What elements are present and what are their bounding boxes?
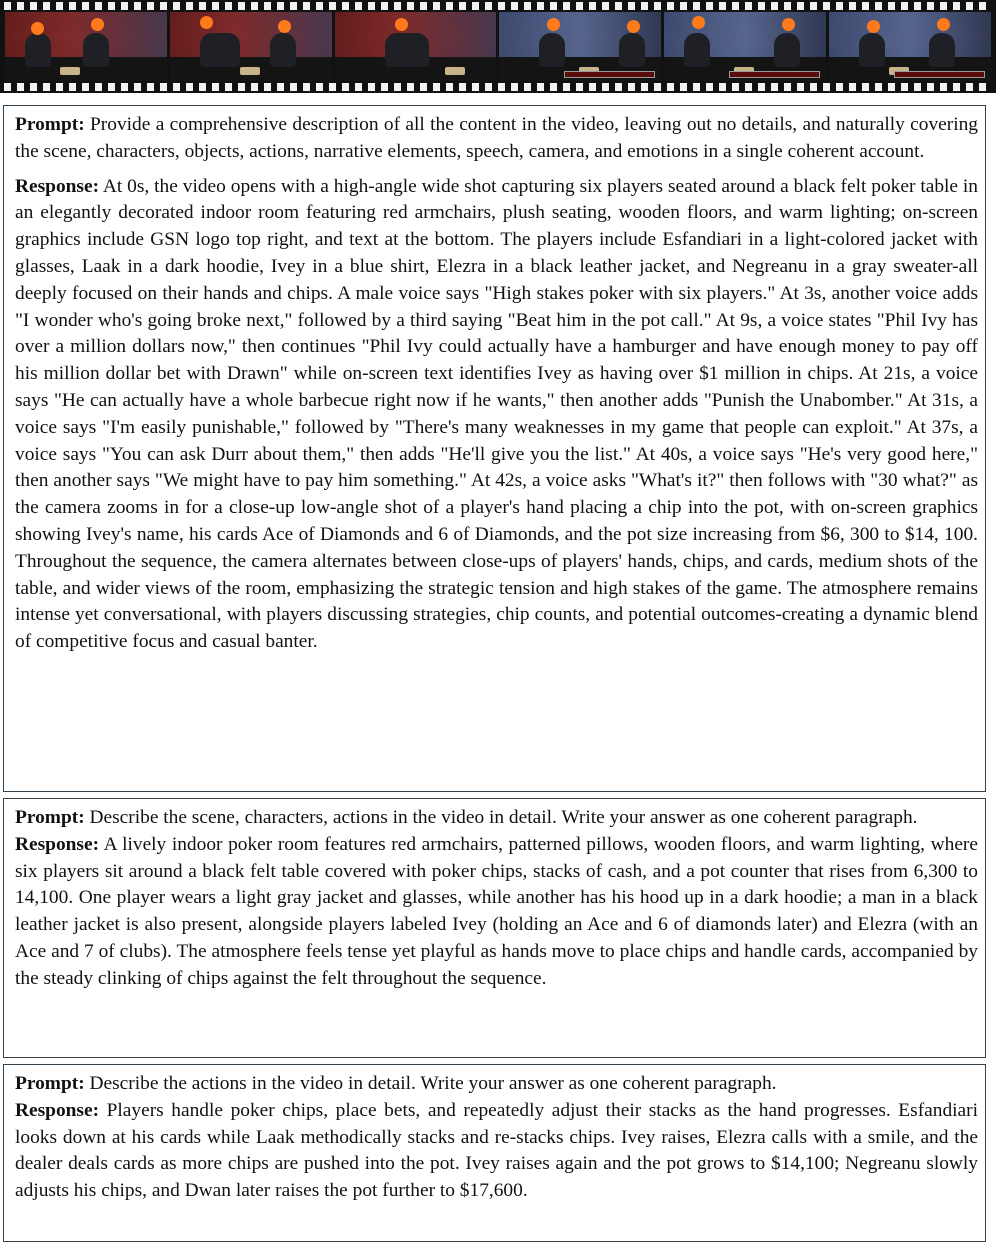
response-text: Players handle poker chips, place bets, and repeatedly adjust their stacks as the hand progresses. Esfandiari looks down at his cards while Laak methodically stacks and re-stacks chips. Ivey raises, Elezra calls with a smile, and the dealer deals cards as more chips are pushed into the pot. Ivey raises again and the pot grows to $14,100; Negreanu slowly adjusts his chips, and Dwan later raises the pot further to $17,600.: [15, 1099, 978, 1202]
filmstrip-perforation-bottom: [4, 83, 992, 91]
response-label: Response:: [15, 1099, 100, 1121]
prompt-text: Describe the scene, characters, actions in the video in detail. Write your answer as one coherent paragraph.: [89, 807, 918, 828]
response-paragraph: [15, 832, 978, 993]
video-filmstrip: [0, 0, 996, 93]
filmstrip-frames: [5, 12, 991, 81]
prompt-label: Prompt:: [15, 1073, 85, 1094]
prompt-paragraph: [15, 112, 978, 166]
video-frame: [499, 12, 661, 81]
prompt-text: Describe the actions in the video in detail. Write your answer as one coherent paragraph.: [89, 1073, 777, 1094]
prompt-text: Provide a comprehensive description of all the content in the video, leaving out no details, and naturally covering the scene, characters, objects, actions, narrative elements, speech, camera, and emotions in a single coherent account.: [15, 114, 978, 162]
video-frame: [170, 12, 332, 81]
video-frame: [5, 12, 167, 81]
prompt-response-block: [3, 798, 986, 1058]
prompt-response-block: [3, 1064, 986, 1242]
video-frame: [335, 12, 497, 81]
video-frame: [664, 12, 826, 81]
prompt-paragraph: [15, 1071, 978, 1098]
response-text: A lively indoor poker room features red armchairs, patterned pillows, wooden floors, and warm lighting, where six players sit around a black felt table covered with poker chips, stacks of cash, and a pot counter that rises from 6,300 to 14,100. One player wears a light gray jacket and glasses, while another has his hood up in a dark hoodie; a man in a black leather jacket is also present, alongside players labeled Ivey (holding an Ace and 6 of diamonds later) and Elezra (with an Ace and 7 of clubs). The atmosphere feels tense yet playful as hands move to place chips and handle cards, accompanied by the steady clinking of chips against the felt throughout the sequence.: [15, 833, 978, 989]
response-label: Response:: [15, 833, 100, 855]
response-text: At 0s, the video opens with a high-angle wide shot capturing six players seated around a black felt poker table in an elegantly decorated indoor room featuring red armchairs, plush seating, wooden floors, and warm lighting; on-screen graphics include GSN logo top right, and text at the bottom. The players include Esfandiari in a light-colored jacket with glasses, Laak in a dark hoodie, Ivey in a blue shirt, Elezra in a black leather jacket, and Negreanu in a gray sweater-all deeply focused on their hands and chips. A male voice says "High stakes poker with six players." At 3s, another voice adds "I wonder who's going broke next," followed by a third saying "Beat him in the pot call." At 9s, a voice states "Phil Ivy has over a million dollars now," then continues "Phil Ivy could actually have a hamburger and have enough money to pay off his million dollar bet with Drawn" while on-screen text identifies Ivey as having over $1 million in chips. At 21s, a voice says "He can actually have a whole barbecue right now if he wants," then another adds "Punish the Unabomber." At 31s, a voice says "I'm easily punishable," followed by "There's many weaknesses in my game that people can exploit." At 37s, a voice says "You can ask Durr about them," then adds "He'll give you the list." At 40s, a voice says "He's very good here," then another says "We might have to pay him something." At 42s, a voice asks "What's it?" then follows with "30 what?" as the camera zooms in for a close-up low-angle shot of a player's hand placing a chip into the pot, with on-screen graphics showing Ivey's name, his cards Ace of Diamonds and 6 of Diamonds, and the pot size increasing from $6, 300 to $14, 100. Throughout the sequence, the camera alternates between close-ups of players' hands, chips, and cards, medium shots of the table, and wider views of the room, emphasizing the strategic tension and high stakes of the game. The atmosphere remains intense yet conversational, with players discussing strategies, chip counts, and potential outcomes-creating a dynamic blend of competitive focus and casual banter.: [15, 175, 979, 653]
response-paragraph: [15, 1098, 978, 1205]
filmstrip-perforation-top: [4, 2, 992, 10]
prompt-response-block: [3, 105, 986, 792]
prompt-paragraph: [15, 805, 978, 832]
prompt-label: Prompt:: [15, 114, 85, 135]
prompt-label: Prompt:: [15, 807, 85, 828]
response-paragraph: [15, 174, 978, 656]
response-label: Response:: [15, 175, 100, 197]
video-frame: [829, 12, 991, 81]
